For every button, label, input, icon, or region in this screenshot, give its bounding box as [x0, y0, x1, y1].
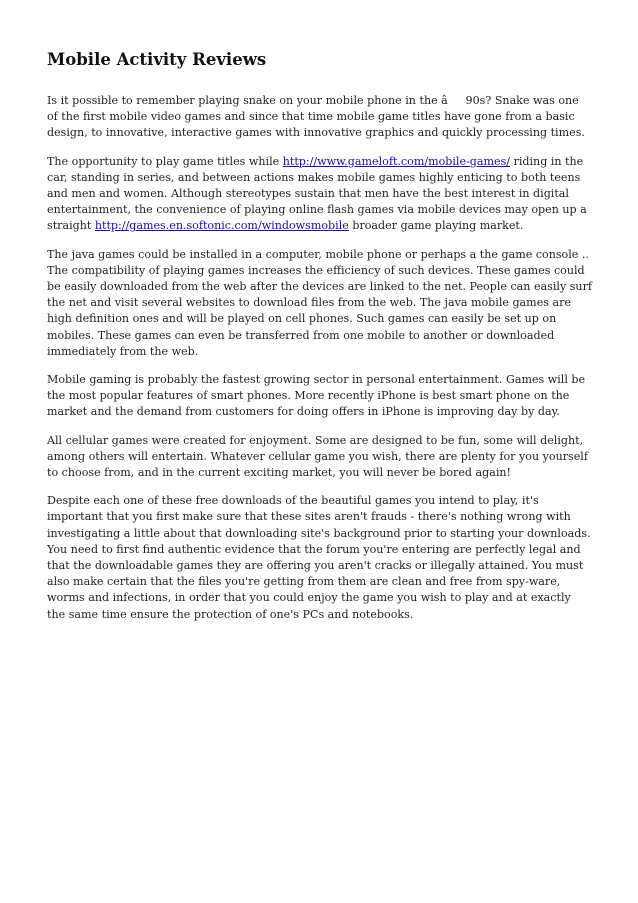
paragraph-2	[47, 154, 592, 235]
document-page	[47, 48, 592, 635]
paragraph-4: Mobile gaming is probably the fastest growing sector in personal entertainment. Games will be the most popular features of smart phones. More recently iPhone is best smart phone on the market and the demand from customers for doing offers in iPhone is improving day by day.	[47, 373, 586, 419]
softonic-link[interactable]: http://games.en.softonic.com/windowsmobile	[94, 219, 349, 233]
paragraph-5: All cellular games were created for enjoyment. Some are designed to be fun, some will delight, among others will entertain. Whatever cellular game you wish, there are plenty for you yourself to choose from, and in the current exciting market, you will never be bored again!	[47, 433, 588, 480]
paragraph-3: The java games could be installed in a computer, mobile phone or perhaps a the game console .. The compatibility of playing games increases the efficiency of such devices. These games could be easily downloaded from the web after the devices are linked to the net. People can easily surf the net and visit several websites to download files from the web. The java mobile games are high definition ones and will be played on cell phones. Such games can easily be set up on mobiles. These games can even be transferred from one mobile to another or downloaded immediately from the web.	[47, 247, 592, 358]
paragraph-2-text-c: broader game playing market.	[348, 219, 524, 233]
page-title: Mobile Activity Reviews	[47, 50, 267, 69]
paragraph-1: Is it possible to remember playing snake on your mobile phone in the â90s? Snake was one of the first mobile video games and since that time mobile game titles have gone from a basic design, to innovative, interactive games with innovative graphics and quickly processing times.	[47, 94, 585, 140]
paragraph-2-text-a: The opportunity to play game titles while	[47, 154, 283, 168]
gameloft-link[interactable]: http://www.gameloft.com/mobile-games/	[282, 154, 511, 168]
paragraph-2-text-b: riding in the car, standing in series, and between actions makes mobile games highly enticing to both teens and men and women. Although stereotypes sustain that men have the best interest in digital entertainment, the convenience of playing online flash games via mobile devices may open up a straight	[47, 154, 587, 233]
paragraph-6: Despite each one of these free downloads of the beautiful games you intend to play, it's important that you first make sure that these sites aren't frauds - there's nothing wrong with investigating a little about that downloading site's background prior to starting your downloads. You need to first find authentic evidence that the forum you're entering are perfectly legal and that the downloadable games they are offering you aren't cracks or illegally attained. You must also make certain that the files you're getting from them are clean and free from spy-ware, worms and infections, in order that you could enjoy the game you wish to play and at exactly the same time ensure the protection of one's PCs and notebooks.	[47, 494, 591, 621]
